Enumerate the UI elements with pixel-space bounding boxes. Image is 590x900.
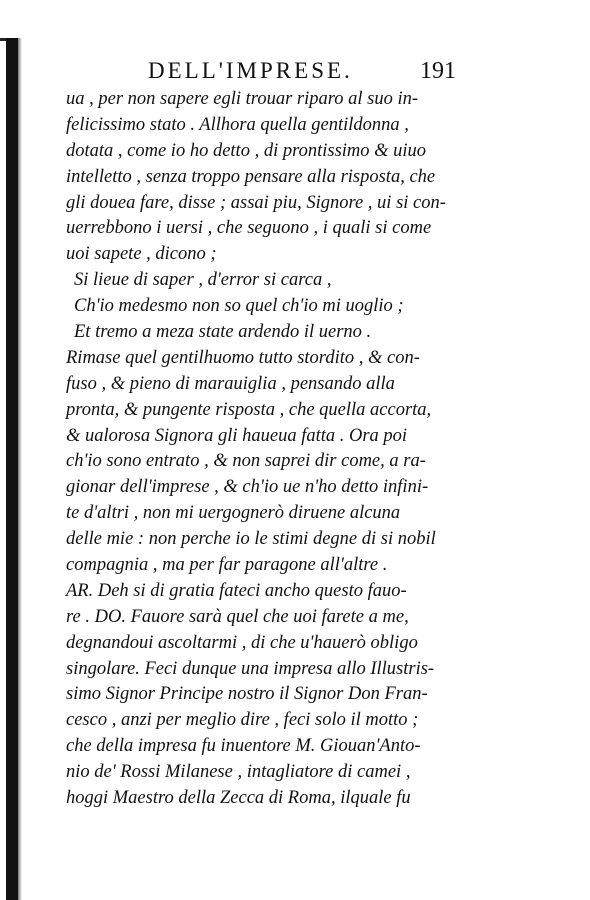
text-line: che della impresa fu inuentore M. Giouan'Anto- bbox=[66, 736, 421, 757]
text-line: gli doueа fare, disse ; assai piu, Signore , ui si con- bbox=[66, 192, 446, 213]
text-line: fuso , & pieno di marauiglia , pensando alla bbox=[66, 373, 395, 394]
text-line: intelletto , senza troppo pensare alla risposta, che bbox=[66, 166, 436, 187]
text-line: nio de' Rossi Milanese , intagliatore di camei , bbox=[66, 762, 411, 783]
book-binding-edge bbox=[6, 38, 18, 900]
text-line: hoggi Maestro della Zecca di Roma, ilquale fu bbox=[66, 788, 411, 809]
text-line: uoi sapete , dicono ; bbox=[66, 244, 217, 265]
text-line: simo Signor Principe nostro il Signor Don Fran- bbox=[66, 684, 428, 705]
verse-line: Si lieue di saper , d'error si carca , bbox=[74, 270, 332, 291]
text-line: pronta, & pungente risposta , che quella accorta, bbox=[66, 399, 432, 420]
verse-line: Et tremo a meza state ardendo il uerno . bbox=[74, 322, 372, 343]
text-line: gionar dell'imprese , & ch'io ue n'ho detto infini- bbox=[66, 477, 429, 498]
text-line: singolare. Feci dunque una impresa allo Illustris- bbox=[66, 658, 435, 679]
text-line: AR. Deh si di gratia fateci ancho questo fauo- bbox=[66, 580, 407, 601]
text-line: & ualorosa Signora gli haueua fatta . Ora poi bbox=[66, 425, 408, 446]
running-head: DELL'IMPRESE. bbox=[148, 58, 353, 83]
text-line: felicissimo stato . Allhora quella gentildonna , bbox=[66, 114, 409, 135]
text-line: uerrebbono i uersi , che seguono , i quali si come bbox=[66, 218, 432, 239]
binding-shadow bbox=[18, 38, 22, 900]
verse-line: Ch'io medesmo non so quel ch'io mi uoglio ; bbox=[74, 296, 404, 317]
text-line: ua , per non sapere egli trouar riparo al suo in- bbox=[66, 89, 419, 109]
text-line: compagnia , ma per far paragone all'altre . bbox=[66, 555, 388, 576]
text-line: re . DO. Fauore sarà quel che uoi farete a me, bbox=[66, 606, 409, 627]
page-text-block bbox=[66, 87, 486, 812]
text-line: delle mie : non perche io le stimi degne di si nobil bbox=[66, 529, 436, 550]
text-line: cesco , anzi per meglio dire , feci solo il motto ; bbox=[66, 710, 419, 731]
text-line: te d'altri , non mi uergognerò diruene alcuna bbox=[66, 503, 401, 524]
page-number: 191 bbox=[420, 58, 456, 84]
text-line: degnandoui ascoltarmi , di che u'hauerò obligo bbox=[66, 632, 418, 653]
text-line: dotata , come io ho detto , di prontissimo & uiuo bbox=[66, 140, 427, 161]
text-line: ch'io sono entrato , & non saprei dir come, a ra- bbox=[66, 451, 426, 472]
text-line: Rimase quel gentilhuomo tutto stordito , & con- bbox=[66, 347, 420, 368]
